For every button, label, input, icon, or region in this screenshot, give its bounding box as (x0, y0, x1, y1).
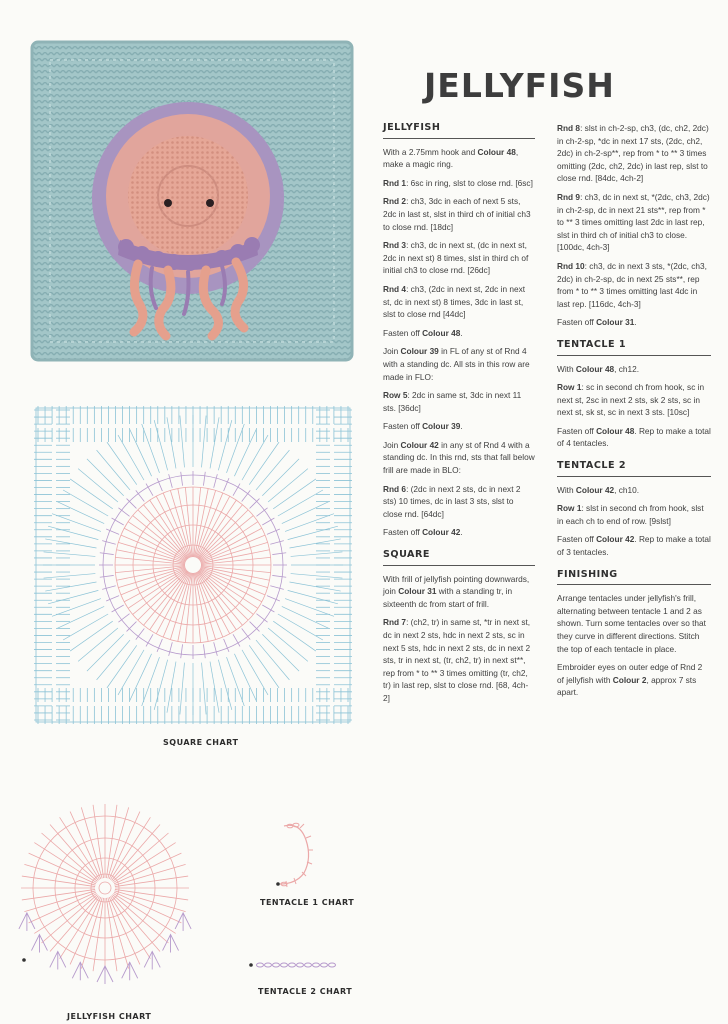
square-rnd-10: Rnd 10: ch3, dc in next 3 sts, *(2dc, ch3, 2dc) in ch-2-sp, dc in next 25 sts**, rep from * to ** 3 times omitting last 4dc in last rep. [116dc, 4ch-3] (557, 260, 707, 309)
tentacle-2-chart-label: TENTACLE 2 CHART (258, 987, 353, 996)
jellyfish-fasten-3: Fasten off Colour 42. (383, 527, 463, 538)
instructions-column-1 (383, 122, 535, 711)
tentacle-1-row-1: Row 1: sc in second ch from hook, sc in next st, 2sc in next 2 sts, sk 2 sts, sc in next st, sk st, sc in next 3 sts. [10sc] (557, 382, 705, 418)
tentacle-2-chart (248, 958, 340, 972)
finishing-embroider: Embroider eyes on outer edge of Rnd 2 of jellyfish with Colour 2, approx 7 sts apart. (557, 662, 703, 698)
finishing-arrange: Arrange tentacles under jellyfish's frill, alternating between tentacle 1 and 2 as shown. Turn some tentacles over so that they curve in different directions. Stitch the top of each tentacle in place. (557, 593, 706, 654)
jellyfish-join-2: Join Colour 42 in any st of Rnd 4 with a standing dc. In this rnd, sts that fall below frill are made in BLO: (383, 439, 535, 476)
eye-left (164, 199, 172, 207)
section-heading-square: SQUARE (383, 549, 535, 566)
eye-right (206, 199, 214, 207)
instructions-column-2 (557, 122, 711, 705)
square-rnd-8: Rnd 8: slst in ch-2-sp, ch3, (dc, ch2, 2dc) in ch-2-sp, *dc in next 17 sts, (2dc, ch2, 2dc) in ch-2-sp**, rep from * to ** 3 times omitting (2dc, ch2, 2dc) in last rep, slst to close rnd. [84dc, 4ch-2] (557, 123, 709, 184)
square-chart (30, 402, 356, 728)
jellyfish-join-1: Join Colour 39 in FL of any st of Rnd 4 with a standing dc. All sts in this row are made in FLO: (383, 346, 530, 382)
square-rnd-9: Rnd 9: ch3, dc in next st, *(2dc, ch3, 2dc) in ch-2-sp, dc in next 21 sts**, rep from * to ** 3 times omitting last 2dc in last rep, slst in third ch of initial ch3 to close. [100dc, 4ch-3] (557, 191, 710, 253)
tentacle-2-intro: With Colour 42, ch10. (557, 484, 640, 495)
section-heading-jellyfish: JELLYFISH (383, 122, 535, 139)
tentacle-2-fasten: Fasten off Colour 42. Rep to make a total of 3 tentacles. (557, 534, 711, 558)
section-heading-tentacle-1: TENTACLE 1 (557, 339, 711, 356)
jellyfish-square-photo (30, 40, 354, 362)
jellyfish-rnd-1: Rnd 1: 6sc in ring, slst to close rnd. [6sc] (383, 177, 533, 188)
jellyfish-chart-label: JELLYFISH CHART (67, 1012, 152, 1021)
jellyfish-chart (10, 800, 200, 1005)
page-title: JELLYFISH (424, 66, 615, 105)
section-heading-tentacle-2: TENTACLE 2 (557, 460, 711, 477)
square-intro: With frill of jellyfish pointing downwards, join Colour 31 with a standing tr, in sixteenth dc from start of frill. (383, 573, 530, 609)
tentacle-1-intro: With Colour 48, ch12. (557, 363, 640, 374)
jellyfish-intro: With a 2.75mm hook and Colour 48, make a magic ring. (383, 146, 519, 170)
tentacle-2-row-1: Row 1: slst in second ch from hook, slst in each ch to end of row. [9slst] (557, 503, 704, 526)
tentacle-1-chart (270, 818, 330, 890)
jellyfish-rnd-2: Rnd 2: ch3, 3dc in each of next 5 sts, 2dc in last st, slst in third ch of initial ch3 to close rnd. [18dc] (383, 196, 531, 232)
square-rnd-7: Rnd 7: (ch2, tr) in same st, *tr in next st, dc in next 2 sts, hdc in next 2 sts, sc in next 5 sts, hdc in next 2 sts, dc in next 2 sts, tr in next st, (tr, ch2, tr) in next st**, rep from * to ** 3 times omitting (tr, ch2, tr) in last rep, slst to close rnd. [68, 4ch-2] (383, 617, 531, 703)
tentacle-1-fasten: Fasten off Colour 48. Rep to make a total of 4 tentacles. (557, 425, 711, 449)
square-fasten: Fasten off Colour 31. (557, 317, 637, 328)
jellyfish-rnd-3: Rnd 3: ch3, dc in next st, (dc in next st, 2dc in next st) 8 times, slst in third ch of initial ch3 to close rnd. [26dc] (383, 240, 529, 276)
jellyfish-fasten-2: Fasten off Colour 39. (383, 421, 463, 432)
jellyfish-row-5: Row 5: 2dc in same st, 3dc in next 11 sts. [36dc] (383, 390, 522, 413)
square-chart-label: SQUARE CHART (163, 738, 239, 747)
jellyfish-rnd-4: Rnd 4: ch3, (2dc in next st, 2dc in next st, dc in next st) 8 times, 3dc in last st, slst to close rnd [44dc] (383, 283, 526, 320)
jellyfish-fasten-1: Fasten off Colour 48. (383, 327, 463, 338)
jellyfish-rnd-6: Rnd 6: (2dc in next 2 sts, dc in next 2 sts) 10 times, dc in last 3 sts, slst to close rnd. [64dc] (383, 483, 521, 519)
section-heading-finishing: FINISHING (557, 569, 711, 586)
tentacle-1-chart-label: TENTACLE 1 CHART (260, 898, 355, 907)
